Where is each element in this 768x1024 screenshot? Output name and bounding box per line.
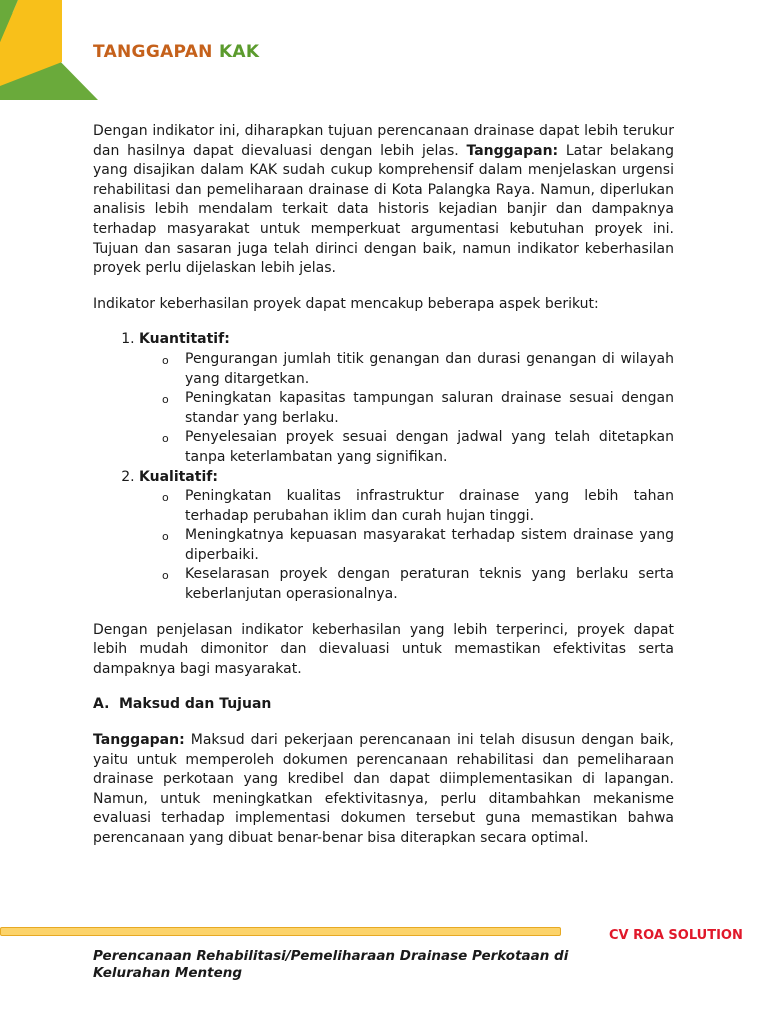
document-body: [93, 122, 674, 865]
page-title-part1: TANGGAPAN: [93, 42, 213, 62]
list-item: o Meningkatnya kepuasan masyarakat terhadap sistem drainase yang diperbaiki.: [185, 526, 674, 565]
paragraph-1-bold: Tanggapan:: [466, 142, 559, 159]
paragraph-4: [93, 731, 674, 849]
paragraph-3: Dengan penjelasan indikator keberhasilan yang lebih terperinci, proyek dapat lebih mudah dimonitor dan dievaluasi untuk memastikan efektivitas serta dampaknya bagi masyarakat.: [93, 621, 674, 677]
list-item: o Pengurangan jumlah titik genangan dan durasi genangan di wilayah yang ditargetkan.: [185, 350, 674, 389]
sub-list: [139, 350, 674, 468]
sub-list: [139, 487, 674, 605]
list-item: o Peningkatan kapasitas tampungan saluran drainase sesuai dengan standar yang berlaku.: [185, 389, 674, 428]
paragraph-4-rest: Maksud dari pekerjaan perencanaan ini telah disusun dengan baik, yaitu untuk memperoleh dokumen perencanaan rehabilitasi dan pemeliharaan drainase perkotaan yang kredibel dan dapat diimplementasikan di lapangan. Namun, untuk meningkatkan efektivitasnya, perlu ditambahkan mekanisme evaluasi terhadap implementasi dokumen tersebut guna memastikan bahwa perencanaan yang dibuat benar-benar bisa diterapkan secara optimal.: [93, 732, 674, 846]
list-item-quantitative: [139, 330, 674, 467]
indicator-list: [93, 330, 674, 604]
paragraph-2: Indikator keberhasilan proyek dapat mencakup beberapa aspek berikut:: [93, 295, 599, 312]
section-title: Maksud dan Tujuan: [119, 696, 272, 713]
paragraph-1: [93, 122, 674, 279]
company-name: CV ROA SOLUTION: [609, 928, 743, 943]
footer-project-title: Perencanaan Rehabilitasi/Pemeliharaan Drainase Perkotaan di Kelurahan Menteng: [93, 948, 569, 981]
list-item: o Keselarasan proyek dengan peraturan teknis yang berlaku serta keberlanjutan operasionalnya.: [185, 565, 674, 604]
paragraph-1-text: Dengan indikator ini, diharapkan tujuan perencanaan drainase dapat lebih terukur dan hasilnya dapat dievaluasi dengan lebih jelas.: [93, 123, 674, 159]
list-label: Kualitatif:: [139, 468, 218, 485]
list-item: o Peningkatan kualitas infrastruktur drainase yang lebih tahan terhadap perubahan iklim dan curah hujan tinggi.: [185, 487, 674, 526]
section-number: A.: [93, 696, 110, 713]
paragraph-4-bold: Tanggapan:: [93, 732, 185, 749]
section-heading: [93, 695, 674, 715]
footer-bar: [0, 927, 561, 936]
list-label: Kuantitatif:: [139, 331, 230, 348]
page-title: [93, 42, 259, 62]
list-item-qualitative: [139, 468, 674, 605]
corner-decoration: [0, 0, 100, 100]
list-item: o Penyelesaian proyek sesuai dengan jadwal yang telah ditetapkan tanpa keterlambatan yang signifikan.: [185, 428, 674, 467]
page-title-part2: KAK: [218, 42, 260, 62]
paragraph-1-rest: Latar belakang yang disajikan dalam KAK sudah cukup komprehensif dalam menjelaskan urgensi rehabilitasi dan pemeliharaan drainase di Kota Palangka Raya. Namun, diperlukan analisis lebih mendalam terkait data historis kejadian banjir dan dampaknya terhadap masyarakat untuk memperkuat argumentasi kebutuhan proyek ini. Tujuan dan sasaran juga telah dirinci dengan baik, namun indikator keberhasilan proyek perlu dijelaskan lebih jelas.: [93, 142, 674, 277]
